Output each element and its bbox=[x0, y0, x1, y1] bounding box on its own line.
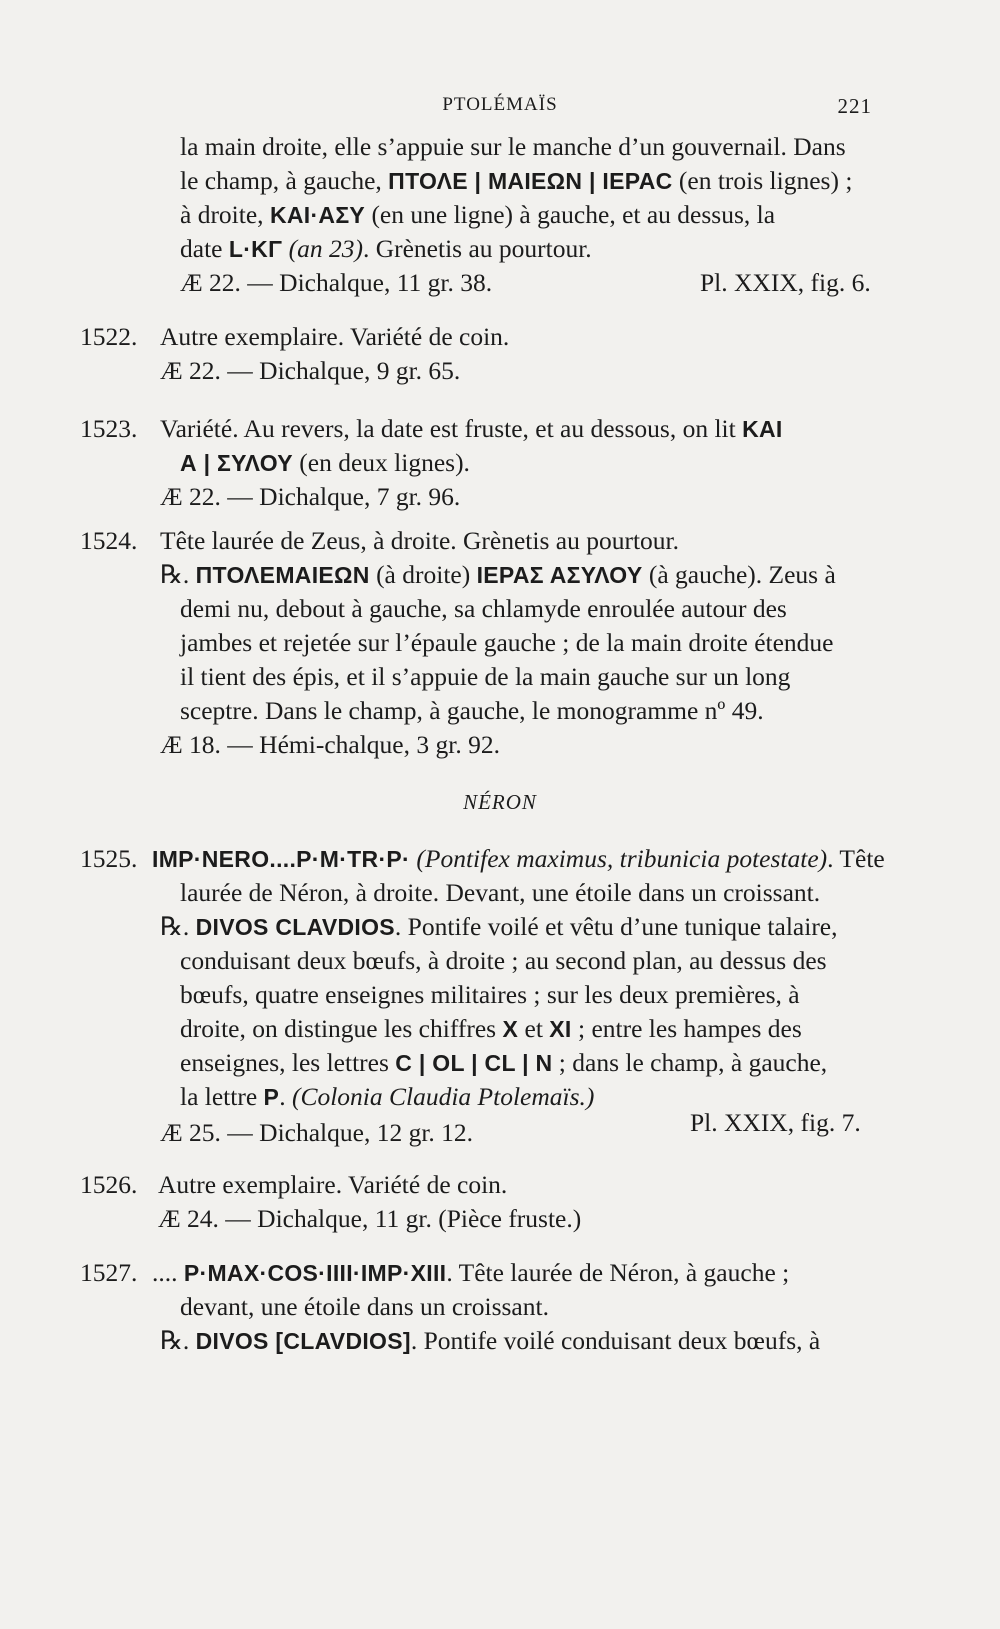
entry-number: 1525. bbox=[80, 844, 138, 873]
plate-reference: Pl. XXIX, fig. 7. bbox=[690, 1108, 861, 1137]
latin-legend: DIVOS [CLAVDIOS] bbox=[195, 1328, 411, 1354]
text-line: la lettre P. (Colonia Claudia Ptolemaïs.) bbox=[180, 1082, 595, 1111]
reverse-symbol: ℞. bbox=[160, 912, 196, 941]
text-line: ℞. ΠΤΟΛΕΜΑΙΕΩΝ (à droite) ΙΕΡΑΣ ΑΣΥΛΟΥ (à gauche). Zeus à bbox=[160, 560, 836, 589]
entry-number: 1524. bbox=[80, 526, 138, 555]
text-line: sceptre. Dans le champ, à gauche, le monogramme nº 49. bbox=[180, 696, 764, 725]
text-line: conduisant deux bœufs, à droite ; au second plan, au dessus des bbox=[180, 946, 827, 975]
weight-line: Æ 18. — Hémi-chalque, 3 gr. 92. bbox=[160, 730, 500, 759]
latin-legend: C | OL | CL | N bbox=[395, 1050, 553, 1076]
text-line: .... P·MAX·COS·IIII·IMP·XIII. Tête laurée de Néron, à gauche ; bbox=[152, 1258, 790, 1287]
weight-line: Æ 25. — Dichalque, 12 gr. 12. bbox=[160, 1118, 474, 1147]
text-line: ℞. DIVOS CLAVDIOS. Pontife voilé et vêtu d’une tunique talaire, bbox=[160, 912, 838, 941]
text-line: enseignes, les lettres C | OL | CL | N ; dans le champ, à gauche, bbox=[180, 1048, 828, 1077]
page-number: 221 bbox=[837, 94, 872, 118]
greek-legend: ΠΤΟΛΕ | ΜΑΙΕΩΝ | ΙΕΡΑϹ bbox=[388, 168, 673, 194]
entry-number: 1523. bbox=[80, 414, 138, 443]
text-line: jambes et rejetée sur l’épaule gauche ; de la main droite étendue bbox=[180, 628, 834, 657]
reverse-symbol: ℞. bbox=[160, 560, 196, 589]
weight-line: Æ 22. — Dichalque, 9 gr. 65. bbox=[160, 356, 461, 385]
text-line: date L·ΚΓ (an 23). Grènetis au pourtour. bbox=[180, 234, 592, 263]
text-line: il tient des épis, et il s’appuie de la main gauche sur un long bbox=[180, 662, 791, 691]
section-title: NÉRON bbox=[463, 790, 537, 814]
text-line: Tête laurée de Zeus, à droite. Grènetis au pourtour. bbox=[160, 526, 680, 555]
text-line: Autre exemplaire. Variété de coin. bbox=[158, 1170, 508, 1199]
weight-line: Æ 22. — Dichalque, 11 gr. 38. bbox=[180, 268, 493, 297]
greek-legend: L·ΚΓ bbox=[228, 236, 283, 262]
entry-number: 1522. bbox=[80, 322, 138, 351]
greek-legend: ΚΑΙ bbox=[742, 416, 783, 442]
latin-legend: IMP·NERO....P·M·TR·P· bbox=[152, 846, 410, 872]
greek-legend: ΚΑΙ·ΑΣΥ bbox=[269, 202, 366, 228]
text-line: Variété. Au revers, la date est fruste, et au dessous, on lit ΚΑΙ bbox=[160, 414, 783, 443]
latin-legend: P·MAX·COS·IIII·IMP·XIII bbox=[183, 1260, 447, 1286]
greek-legend: ΙΕΡΑΣ ΑΣΥΛΟΥ bbox=[476, 562, 643, 588]
entry-number: 1526. bbox=[80, 1170, 138, 1199]
plate-reference: Pl. XXIX, fig. 6. bbox=[700, 268, 871, 297]
text-line: Α | ΣΥΛΟΥ (en deux lignes). bbox=[180, 448, 470, 477]
text-line: IMP·NERO....P·M·TR·P· (Pontifex maximus, tribunicia potestate). Tête bbox=[152, 844, 885, 873]
text-line: laurée de Néron, à droite. Devant, une étoile dans un croissant. bbox=[180, 878, 821, 907]
greek-legend: ΠΤΟΛΕΜΑΙΕΩΝ bbox=[195, 562, 370, 588]
reverse-symbol: ℞. bbox=[160, 1326, 196, 1355]
weight-line: Æ 24. — Dichalque, 11 gr. (Pièce fruste.) bbox=[158, 1204, 582, 1233]
text-line: le champ, à gauche, ΠΤΟΛΕ | ΜΑΙΕΩΝ | ΙΕΡΑϹ (en trois lignes) ; bbox=[180, 166, 853, 195]
text-line: ℞. DIVOS [CLAVDIOS]. Pontife voilé conduisant deux bœufs, à bbox=[160, 1326, 821, 1355]
greek-legend: Α | ΣΥΛΟΥ bbox=[180, 450, 293, 476]
text-line: demi nu, debout à gauche, sa chlamyde enroulée autour des bbox=[180, 594, 787, 623]
text-line: droite, on distingue les chiffres X et XI ; entre les hampes des bbox=[180, 1014, 802, 1043]
text-line: bœufs, quatre enseignes militaires ; sur les deux premières, à bbox=[180, 980, 800, 1009]
text-line: devant, une étoile dans un croissant. bbox=[180, 1292, 549, 1321]
weight-line: Æ 22. — Dichalque, 7 gr. 96. bbox=[160, 482, 461, 511]
latin-legend: DIVOS CLAVDIOS bbox=[195, 914, 395, 940]
entry-number: 1527. bbox=[80, 1258, 138, 1287]
running-header: PTOLÉMAÏS bbox=[442, 94, 558, 115]
text-line: à droite, ΚΑΙ·ΑΣΥ (en une ligne) à gauche, et au dessus, la bbox=[180, 200, 776, 229]
text-line: la main droite, elle s’appuie sur le manche d’un gouvernail. Dans bbox=[180, 132, 846, 161]
text-line: Autre exemplaire. Variété de coin. bbox=[160, 322, 510, 351]
